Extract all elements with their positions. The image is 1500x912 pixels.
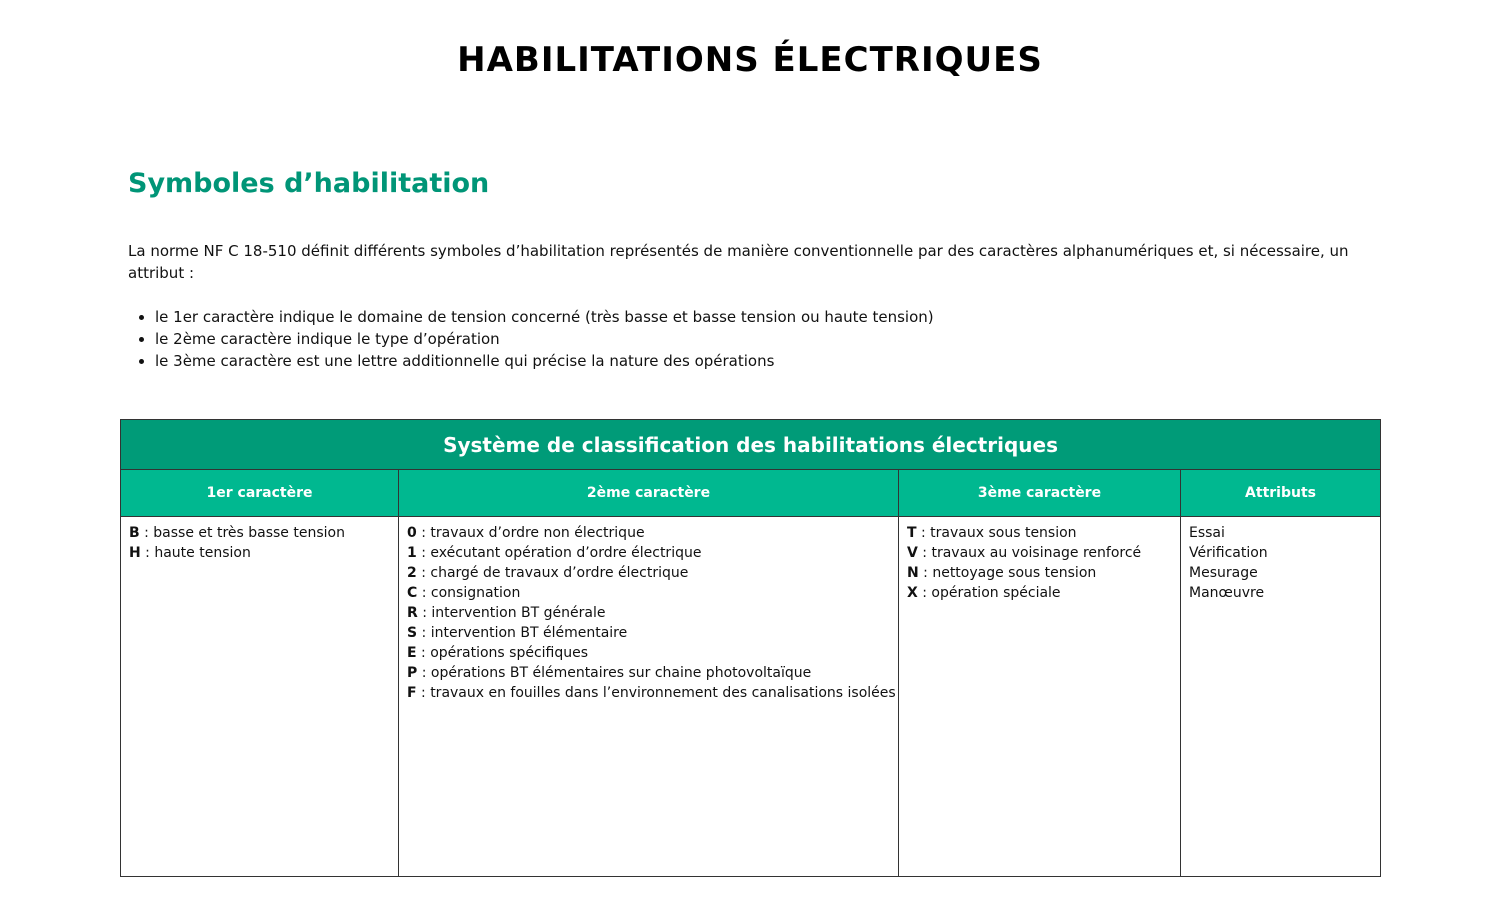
symbol-code: 0 [407, 525, 417, 541]
list-item [407, 603, 890, 623]
list-item [407, 543, 890, 563]
symbol-code: C [407, 585, 418, 601]
list-item [907, 543, 1172, 563]
intro-paragraph: La norme NF C 18-510 définit différents symboles d’habilitation représentés de manière conventionnelle par des caractères alphanumériques et, si nécessaire, un attribut : [128, 242, 1349, 282]
list-item [407, 643, 890, 663]
column-header-third-character: 3ème caractère [899, 470, 1181, 517]
table-caption-row [121, 420, 1381, 470]
second-character-cell [399, 517, 899, 877]
attribute-item: Vérification [1189, 545, 1268, 561]
symbol-description: : basse et très basse tension [139, 525, 345, 541]
symbol-code: N [907, 565, 919, 581]
symbol-description: : intervention BT générale [417, 605, 606, 621]
symbol-description: : travaux sous tension [916, 525, 1077, 541]
list-item [407, 623, 890, 643]
symbol-description: : exécutant opération d’ordre électrique [416, 545, 702, 561]
symbol-description: : travaux en fouilles dans l’environnement des canalisations isolées [416, 685, 896, 701]
symbol-code: X [907, 585, 918, 601]
list-item [407, 683, 896, 703]
symbol-description: : intervention BT élémentaire [417, 625, 628, 641]
list-item: • le 2ème caractère indique le type d’opération [155, 328, 934, 350]
column-header-first-character: 1er caractère [121, 470, 399, 517]
symbol-description: : opération spéciale [917, 585, 1061, 601]
symbol-description: : chargé de travaux d’ordre électrique [416, 565, 689, 581]
table-row [121, 517, 1381, 877]
table-caption: Système de classification des habilitations électriques [121, 420, 1381, 470]
list-item [129, 543, 390, 563]
list-item [407, 583, 890, 603]
symbol-code: T [907, 525, 917, 541]
symbol-code: V [907, 545, 918, 561]
list-item [407, 663, 890, 683]
symbol-code: P [407, 665, 418, 681]
bullet-list [128, 306, 934, 372]
symbol-description: : travaux d’ordre non électrique [416, 525, 645, 541]
first-character-cell [121, 517, 399, 877]
column-header-attributes: Attributs [1181, 470, 1381, 517]
list-item [907, 523, 1172, 543]
symbol-code: B [129, 525, 140, 541]
section-title: Symboles d’habilitation [128, 168, 490, 199]
third-character-cell [899, 517, 1181, 877]
list-item: • le 1er caractère indique le domaine de tension concerné (très basse et basse tension ou haute tension) [155, 306, 934, 328]
symbol-description: : haute tension [140, 545, 251, 561]
page-title: HABILITATIONS ÉLECTRIQUES [457, 40, 1043, 80]
classification-table [120, 419, 1381, 877]
list-item: • le 3ème caractère est une lettre additionnelle qui précise la nature des opérations [155, 350, 934, 372]
symbol-description: : opérations spécifiques [416, 645, 589, 661]
symbol-description: : opérations BT élémentaires sur chaine photovoltaïque [417, 665, 812, 681]
list-item [907, 563, 1172, 583]
list-item [407, 523, 890, 543]
column-header-second-character: 2ème caractère [399, 470, 899, 517]
symbol-code: 1 [407, 545, 417, 561]
attributes-cell [1181, 517, 1381, 877]
symbol-code: F [407, 685, 417, 701]
table-header-row [121, 470, 1381, 517]
symbol-code: S [407, 625, 418, 641]
attribute-item: Mesurage [1189, 565, 1258, 581]
symbol-code: E [407, 645, 417, 661]
list-item [129, 523, 390, 543]
attribute-item: Essai [1189, 525, 1225, 541]
list-item [407, 563, 890, 583]
list-item [907, 583, 1172, 603]
symbol-description: : travaux au voisinage renforcé [917, 545, 1142, 561]
symbol-description: : consignation [417, 585, 521, 601]
attribute-item: Manœuvre [1189, 585, 1265, 601]
symbol-code: 2 [407, 565, 417, 581]
symbol-code: H [129, 545, 141, 561]
symbol-code: R [407, 605, 418, 621]
symbol-description: : nettoyage sous tension [918, 565, 1097, 581]
